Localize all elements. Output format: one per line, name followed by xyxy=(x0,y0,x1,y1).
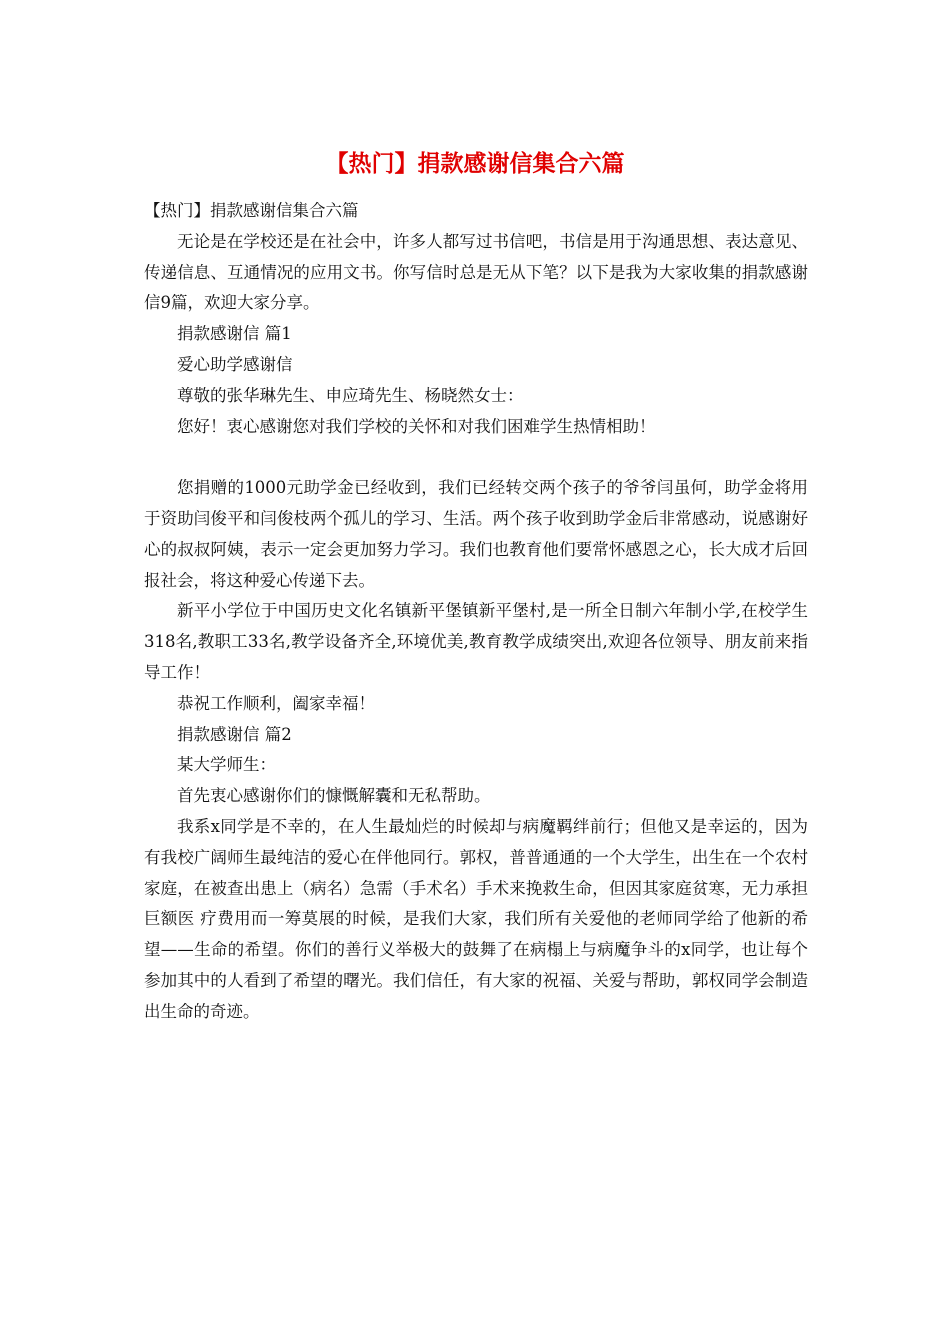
letter-closing: 恭祝工作顺利，阖家幸福！ xyxy=(177,693,375,713)
letter-salutation: 尊敬的张华琳先生、申应琦先生、杨晓然女士： xyxy=(177,385,524,405)
document-body xyxy=(144,196,808,1028)
subtitle-line: 【热门】捐款感谢信集合六篇 xyxy=(144,201,359,220)
letter-paragraph: 您捐赠的1000元助学金已经收到，我们已经转交两个孩子的爷爷闫虽何，助学金将用于资助闫俊平和闫俊枝两个孤儿的学习、生活。两个孩子收到助学金后非常感动，说感谢好心的叔叔阿姨，表示一定会更加努力学习。我们也教育他们要常怀感恩之心，长大成才后回报社会，将这种爱心传递下去。 xyxy=(144,478,808,590)
school-paragraph: 新平小学位于中国历史文化名镇新平堡镇新平堡村,是一所全日制六年制小学,在校学生318名,教职工33名,教学设备齐全,环境优美,教育教学成绩突出,欢迎各位领导、朋友前来指导工作！ xyxy=(144,601,808,682)
section-heading-2: 捐款感谢信 篇2 xyxy=(177,724,292,744)
letter-salutation-2: 某大学师生： xyxy=(177,755,276,775)
section-heading-1: 捐款感谢信 篇1 xyxy=(177,324,292,344)
intro-paragraph: 无论是在学校还是在社会中，许多人都写过书信吧，书信是用于沟通思想、表达意见、传递信息、互通情况的应用文书。你写信时总是无从下笔？以下是我为大家收集的捐款感谢信9篇，欢迎大家分享。 xyxy=(144,231,808,313)
thanks-paragraph: 首先衷心感谢你们的慷慨解囊和无私帮助。 xyxy=(177,786,491,806)
document-title: 【热门】捐款感谢信集合六篇 xyxy=(325,150,625,177)
story-paragraph: 我系x同学是不幸的，在人生最灿烂的时候却与病魔羁绊前行；但他又是幸运的，因为有我校广阔师生最纯洁的爱心在伴他同行。郭权，普普通通的一个大学生，出生在一个农村家庭，在被查出患上（病名）急需（手术名）手术来挽救生命，但因其家庭贫寒，无力承担巨额医 疗费用而一筹莫展的时候，是我们大家，我们所有关爱他的老师同学给了他新的希望——生命的希望。你们的善行义举极大的鼓舞了在病榻上与病魔争斗的x同学，也让每个参加其中的人看到了希望的曙光。我们信任，有大家的祝福、关爱与帮助，郭权同学会制造出生命的奇迹。 xyxy=(144,816,808,1021)
blank-line xyxy=(144,442,808,473)
letter-title: 爱心助学感谢信 xyxy=(177,354,293,374)
letter-greeting: 您好！衷心感谢您对我们学校的关怀和对我们困难学生热情相助！ xyxy=(177,416,656,436)
